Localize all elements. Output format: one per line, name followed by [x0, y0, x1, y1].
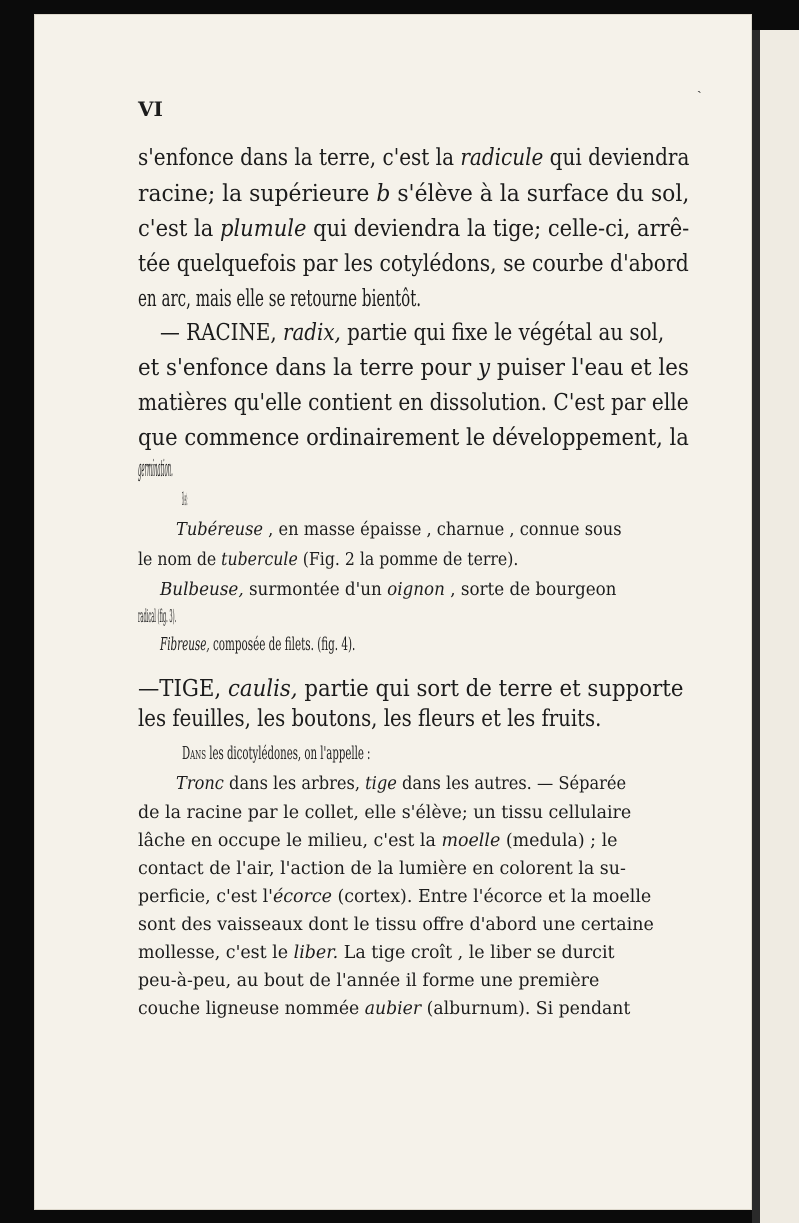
text-run: , en masse épaisse , charnue , connue sous	[263, 520, 622, 540]
text-run: composée de filets. (fig. 4).	[209, 635, 356, 655]
text-run: liber.	[293, 943, 339, 963]
text-line	[138, 805, 686, 823]
text-line	[160, 637, 486, 655]
text-run: (Fig. 2 la pomme de terre).	[297, 550, 519, 570]
text-run: radical (fig. 3).	[138, 607, 177, 627]
text-run: surmontée d'un	[243, 580, 388, 600]
text-line	[138, 145, 690, 171]
text-run: Tronc	[176, 774, 224, 794]
text-run: Dans	[182, 744, 207, 764]
text-run: s'enfonce dans la terre, c'est la	[138, 145, 461, 171]
text-run: sont des vaisseaux dont le tissu offre d'abord une certaine	[138, 915, 654, 935]
text-line	[176, 776, 686, 794]
text-line	[138, 216, 690, 242]
text-run: (medula) ; le	[500, 831, 618, 851]
text-run: aubier	[364, 999, 422, 1019]
text-run: que commence ordinairement le développement, la	[138, 425, 689, 451]
text-run: qui deviendra	[543, 145, 690, 171]
text-run: b	[376, 181, 391, 207]
text-run: (alburnum). Si pendant	[421, 999, 631, 1019]
text-line	[138, 425, 689, 451]
text-run: peu-à-peu, au bout de l'année il forme une première	[138, 971, 600, 991]
text-line	[182, 746, 501, 764]
text-run: — RACINE,	[160, 320, 283, 346]
text-run: racine; la supérieure	[138, 181, 377, 207]
text-line	[160, 582, 686, 600]
text-run: moelle	[441, 831, 501, 851]
text-run: —TIGE,	[138, 676, 228, 702]
text-run: qui deviendra la tige; celle-ci, arrê-	[306, 216, 690, 242]
text-run: matières qu'elle contient en dissolution. C'est par elle	[138, 390, 689, 416]
text-run: (cortex). Entre l'écorce et la moelle	[331, 887, 652, 907]
text-run: radix,	[282, 320, 341, 346]
text-run: tée quelquefois par les cotylédons, se courbe d'abord	[138, 251, 689, 277]
text-run: de la racine par le collet, elle s'élève; un tissu cellulaire	[138, 803, 632, 823]
text-run: lâche en occupe le milieu, c'est la	[138, 831, 442, 851]
text-line	[138, 251, 689, 277]
text-run: La tige croît , le liber se durcit	[338, 943, 615, 963]
text-run: Tubéreuse	[176, 520, 264, 540]
text-line	[138, 181, 690, 207]
text-run: les dicotylédones, on l'appelle :	[206, 744, 371, 764]
text-run: s'élève à la surface du sol,	[390, 181, 690, 207]
text-run: y	[477, 355, 491, 381]
text-line	[138, 917, 686, 935]
text-line	[138, 861, 686, 879]
text-line	[138, 945, 686, 963]
text-line	[138, 458, 266, 481]
text-run: dans les arbres,	[223, 774, 366, 794]
text-run: contact de l'air, l'action de la lumière en colorent la su-	[138, 859, 626, 879]
text-run: germination.	[138, 456, 173, 482]
text-line	[138, 552, 632, 570]
text-run: écorce	[272, 887, 332, 907]
text-run: en arc, mais elle se retourne bientôt.	[138, 286, 422, 312]
text-run: partie qui sort de terre et supporte	[297, 676, 684, 702]
page-number: VI	[138, 97, 163, 121]
text-line	[138, 609, 298, 627]
text-line	[176, 522, 686, 540]
text-run: radicule	[460, 145, 544, 171]
text-line	[138, 833, 686, 851]
text-line	[138, 676, 684, 702]
text-run: perficie, c'est l'	[138, 887, 273, 907]
text-line	[138, 973, 686, 991]
text-run: oignon	[387, 580, 445, 600]
text-line	[138, 708, 609, 731]
margin-mark: ˎ	[697, 78, 702, 94]
text-run: puiser l'eau et les	[490, 355, 689, 381]
text-line	[138, 1001, 680, 1019]
text-run: couche ligneuse nommée	[138, 999, 365, 1019]
text-run: Bulbeuse,	[160, 580, 244, 600]
text-line	[138, 355, 689, 381]
text-run: et s'enfonce dans la terre pour	[138, 355, 478, 381]
text-line	[182, 492, 222, 510]
text-run: plumule	[219, 216, 307, 242]
text-line	[160, 320, 665, 346]
text-run: dans les autres. — Séparée	[396, 774, 627, 794]
text-run: Elle est :	[182, 490, 188, 510]
adjacent-page-edge	[752, 30, 799, 1223]
text-line	[138, 288, 499, 311]
text-line	[138, 889, 686, 907]
text-run: caulis,	[227, 676, 298, 702]
text-run: partie qui fixe le végétal au sol,	[340, 320, 665, 346]
text-run: les feuilles, les boutons, les fleurs et les fruits.	[138, 706, 602, 732]
text-run: , sorte de bourgeon	[444, 580, 617, 600]
text-line	[138, 390, 689, 416]
text-run: Fibreuse,	[160, 635, 210, 655]
text-run: tige	[365, 774, 397, 794]
text-run: c'est la	[138, 216, 220, 242]
text-run: mollesse, c'est le	[138, 943, 294, 963]
text-run: le nom de	[138, 550, 222, 570]
text-run: tubercule	[221, 550, 298, 570]
